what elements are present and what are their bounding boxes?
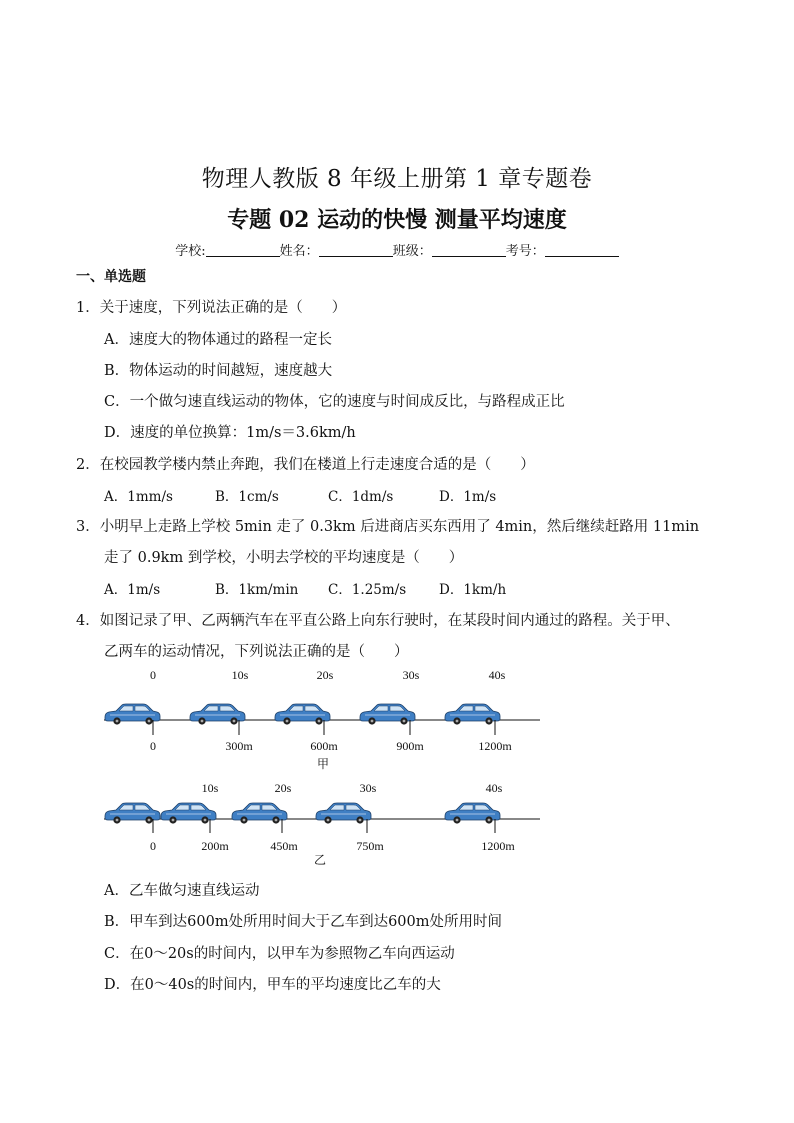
yi-car-icon [316,803,371,824]
exam-number-blank[interactable] [545,244,619,257]
question-2-stem: 2．在校园教学楼内禁止奔跑，我们在楼道上行走速度合适的是（ ） [76,457,535,473]
class-blank[interactable] [432,244,506,257]
section-title: 一、单选题 [76,269,146,285]
question-3-option-c: C．1.25m/s [328,582,407,598]
yi-track [104,781,540,867]
question-2-option-a: A．1mm/s [104,489,173,505]
yi-car-icon [105,803,160,824]
question-3-stem-line1: 3．小明早上走路上学校 5min 走了 0.3km 后进商店买东西用了 4min，然后继续赶路用 11min [76,519,700,535]
yi-car-icon [161,803,216,824]
yi-time-label: 10s [201,781,219,795]
question-4-option-d: D．在0～40s的时间内，甲车的平均速度比乙车的大 [104,977,441,993]
yi-time-label: 20s [274,781,292,795]
question-3-stem-line2: 走了 0.9km 到学校，小明去学校的平均速度是（ ） [104,550,464,566]
jia-car-icon [360,704,415,725]
school-label: 学校: [175,244,206,259]
name-label: 姓名： [279,244,319,259]
yi-distance-label: 1200m [481,839,515,853]
name-blank[interactable] [319,244,393,257]
question-1-option-d: D．速度的单位换算：1m/s＝3.6km/h [104,425,356,441]
jia-car-icon [105,704,160,725]
jia-distance-label: 0 [150,739,156,753]
jia-car-icon [445,704,500,725]
jia-distance-label: 1200m [478,739,512,753]
yi-distance-label: 750m [356,839,384,853]
jia-distance-label: 300m [225,739,253,753]
question-2-option-c: C．1dm/s [328,489,394,505]
jia-track [104,668,540,771]
yi-distance-label: 0 [150,839,156,853]
question-3-option-b: B．1km/min [215,582,299,598]
student-info-line [0,240,794,259]
jia-time-label: 40s [488,668,506,682]
question-4-option-a: A．乙车做匀速直线运动 [104,883,260,899]
jia-label: 甲 [316,757,330,771]
jia-car-icon [275,704,330,725]
question-1-stem: 1．关于速度，下列说法正确的是（ ） [76,300,347,316]
question-2-option-d: D．1m/s [439,489,497,505]
question-3-option-d: D．1km/h [439,582,507,598]
jia-distance-label: 900m [396,739,424,753]
yi-time-label: 30s [359,781,377,795]
question-2-option-b: B．1cm/s [215,489,279,505]
exam-number-label: 考号： [505,244,545,259]
yi-car-icon [232,803,287,824]
question-4-stem-line2: 乙两车的运动情况，下列说法正确的是（ ） [104,644,409,660]
jia-car-icon [190,704,245,725]
question-4-stem-line1: 4．如图记录了甲、乙两辆汽车在平直公路上向东行驶时，在某段时间内通过的路程。关于甲、 [76,613,680,629]
school-blank[interactable] [206,244,280,257]
exam-subtitle: 专题 02 运动的快慢 测量平均速度 [227,207,567,233]
yi-label: 乙 [313,853,327,867]
question-1-option-c: C．一个做匀速直线运动的物体，它的速度与时间成反比，与路程成正比 [104,394,565,410]
yi-car-icon [445,803,500,824]
jia-time-label: 0 [150,668,156,682]
jia-time-label: 20s [316,668,334,682]
jia-time-label: 10s [231,668,249,682]
question-1-option-a: A．速度大的物体通过的路程一定长 [104,332,332,348]
yi-time-label: 40s [485,781,503,795]
exam-title: 物理人教版 8 年级上册第 1 章专题卷 [201,166,593,192]
jia-distance-label: 600m [310,739,338,753]
yi-distance-label: 450m [270,839,298,853]
question-3-option-a: A．1m/s [104,582,161,598]
class-label: 班级： [392,244,432,259]
question-4-option-c: C．在0～20s的时间内，以甲车为参照物乙车向西运动 [104,946,455,962]
question-1-option-b: B．物体运动的时间越短，速度越大 [104,363,333,379]
yi-distance-label: 200m [201,839,229,853]
jia-time-label: 30s [402,668,420,682]
question-4-option-b: B．甲车到达600m处所用时间大于乙车到达600m处所用时间 [104,914,503,930]
car-motion-diagram [100,665,550,870]
